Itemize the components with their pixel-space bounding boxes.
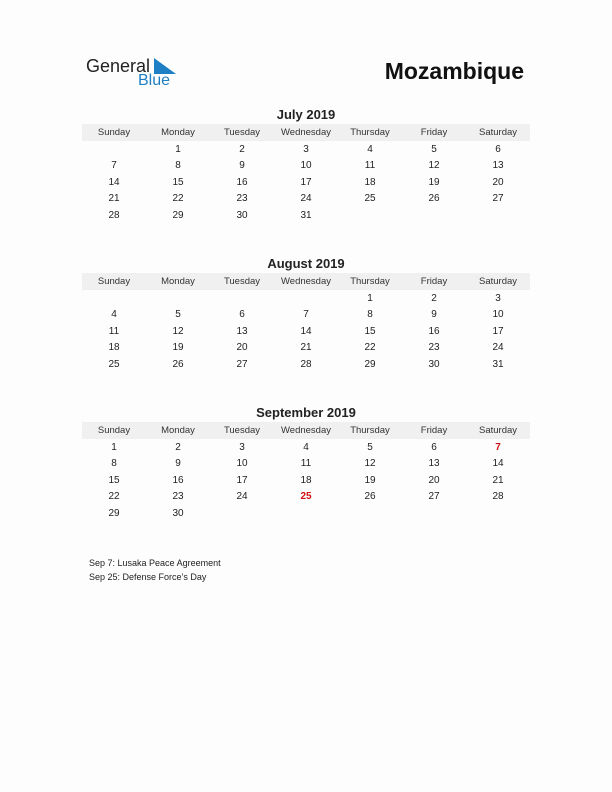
week-row [82, 456, 530, 473]
day-cell: 5 [431, 143, 437, 155]
day-cell: 28 [492, 491, 504, 503]
week-row [82, 505, 530, 522]
day-cell: 9 [175, 458, 181, 470]
day-cell: 4 [303, 441, 309, 453]
weekday-label: Sunday [97, 276, 131, 287]
day-cell: 6 [239, 309, 245, 321]
day-cell: 20 [236, 342, 248, 354]
day-cell: 14 [492, 458, 504, 470]
week-row [82, 141, 530, 158]
day-cell: 11 [300, 458, 312, 470]
month-september [82, 404, 530, 522]
day-cell: 19 [364, 474, 376, 486]
country-title: Mozambique [384, 58, 524, 84]
day-cell: 4 [367, 143, 373, 155]
weekday-label: Friday [420, 276, 448, 287]
week-row [82, 158, 530, 175]
day-cell: 25 [364, 193, 376, 205]
weekday-label: Thursday [350, 425, 390, 436]
day-cell: 19 [428, 176, 440, 188]
week-row [82, 207, 530, 224]
holiday-notes [89, 556, 221, 584]
day-cell: 8 [111, 458, 117, 470]
holiday-day-cell: 25 [300, 491, 312, 503]
weekday-label: Saturday [478, 276, 518, 287]
week-row [82, 290, 530, 307]
week-row [82, 356, 530, 373]
weekday-label: Friday [420, 127, 448, 138]
logo-text-blue: Blue [138, 72, 171, 89]
day-cell: 3 [495, 292, 501, 304]
day-cell: 7 [111, 160, 117, 172]
day-cell: 16 [428, 325, 440, 337]
month-title: July 2019 [276, 107, 336, 122]
day-cell: 7 [303, 309, 309, 321]
weekday-label: Tuesday [223, 425, 261, 436]
day-cell: 17 [300, 176, 312, 188]
day-cell: 25 [108, 358, 120, 370]
day-cell: 27 [428, 491, 440, 503]
weekday-label: Sunday [97, 127, 131, 138]
day-cell: 30 [428, 358, 440, 370]
weekday-label: Monday [161, 127, 195, 138]
day-cell: 21 [108, 193, 120, 205]
day-cell: 22 [364, 342, 376, 354]
weekday-header [82, 124, 530, 141]
logo-text-general: General [86, 56, 151, 76]
day-cell: 12 [428, 160, 440, 172]
day-cell: 3 [239, 441, 245, 453]
day-cell: 1 [367, 292, 373, 304]
day-cell: 14 [108, 176, 120, 188]
day-cell: 20 [428, 474, 440, 486]
day-cell: 20 [492, 176, 504, 188]
day-cell: 12 [364, 458, 376, 470]
day-cell: 5 [175, 309, 181, 321]
day-cell: 26 [428, 193, 440, 205]
day-cell: 24 [300, 193, 312, 205]
day-cell: 26 [364, 491, 376, 503]
week-row [82, 340, 530, 357]
day-cell: 31 [492, 358, 504, 370]
day-cell: 30 [236, 209, 248, 221]
day-cell: 21 [492, 474, 504, 486]
day-cell: 22 [108, 491, 120, 503]
day-cell: 8 [367, 309, 373, 321]
day-cell: 19 [172, 342, 184, 354]
day-cell: 5 [367, 441, 373, 453]
day-cell: 2 [175, 441, 181, 453]
day-cell: 10 [300, 160, 312, 172]
weekday-label: Monday [161, 425, 195, 436]
day-cell: 9 [431, 309, 437, 321]
day-cell: 29 [108, 507, 120, 519]
weekday-label: Wednesday [281, 127, 331, 138]
weekday-header [82, 422, 530, 439]
weekday-label: Tuesday [223, 276, 261, 287]
week-row [82, 439, 530, 456]
holiday-note: Sep 7: Lusaka Peace Agreement [89, 558, 221, 568]
day-cell: 18 [300, 474, 312, 486]
weekday-label: Friday [420, 425, 448, 436]
day-cell: 15 [108, 474, 120, 486]
weekday-header [82, 273, 530, 290]
month-title: August 2019 [267, 256, 345, 271]
weekday-label: Wednesday [281, 276, 331, 287]
day-cell: 13 [236, 325, 248, 337]
day-cell: 28 [300, 358, 312, 370]
day-cell: 4 [111, 309, 117, 321]
day-cell: 27 [236, 358, 248, 370]
week-row [82, 307, 530, 324]
day-cell: 11 [108, 325, 120, 337]
day-cell: 26 [172, 358, 184, 370]
day-cell: 12 [172, 325, 184, 337]
month-july [82, 106, 530, 224]
weekday-label: Thursday [350, 127, 390, 138]
day-cell: 29 [364, 358, 376, 370]
day-cell: 16 [172, 474, 184, 486]
day-cell: 17 [236, 474, 248, 486]
day-cell: 6 [495, 143, 501, 155]
day-cell: 14 [300, 325, 312, 337]
day-cell: 1 [111, 441, 117, 453]
day-cell: 15 [364, 325, 376, 337]
day-cell: 11 [364, 160, 376, 172]
week-row [82, 174, 530, 191]
day-cell: 15 [172, 176, 184, 188]
day-cell: 10 [492, 309, 504, 321]
day-cell: 3 [303, 143, 309, 155]
day-cell: 13 [428, 458, 440, 470]
weekday-label: Monday [161, 276, 195, 287]
day-cell: 22 [172, 193, 184, 205]
day-cell: 2 [431, 292, 437, 304]
weekday-label: Wednesday [281, 425, 331, 436]
day-cell: 18 [364, 176, 376, 188]
weekday-label: Thursday [350, 276, 390, 287]
weekday-label: Tuesday [223, 127, 261, 138]
holiday-day-cell: 7 [495, 441, 501, 453]
day-cell: 23 [172, 491, 184, 503]
day-cell: 10 [236, 458, 248, 470]
logo [86, 56, 186, 96]
day-cell: 9 [239, 160, 245, 172]
day-cell: 1 [175, 143, 181, 155]
day-cell: 24 [492, 342, 504, 354]
weekday-label: Sunday [97, 425, 131, 436]
day-cell: 23 [236, 193, 248, 205]
month-august [82, 255, 530, 373]
day-cell: 13 [492, 160, 504, 172]
day-cell: 23 [428, 342, 440, 354]
day-cell: 18 [108, 342, 120, 354]
day-cell: 27 [492, 193, 504, 205]
holiday-note: Sep 25: Defense Force’s Day [89, 572, 207, 582]
weekday-label: Saturday [478, 425, 518, 436]
day-cell: 28 [108, 209, 120, 221]
day-cell: 21 [300, 342, 312, 354]
day-cell: 2 [239, 143, 245, 155]
day-cell: 30 [172, 507, 184, 519]
week-row [82, 472, 530, 489]
day-cell: 29 [172, 209, 184, 221]
month-title: September 2019 [256, 405, 356, 420]
week-row [82, 191, 530, 208]
day-cell: 17 [492, 325, 504, 337]
weekday-label: Saturday [478, 127, 518, 138]
day-cell: 31 [300, 209, 312, 221]
day-cell: 24 [236, 491, 248, 503]
day-cell: 6 [431, 441, 437, 453]
week-row [82, 489, 530, 506]
day-cell: 8 [175, 160, 181, 172]
week-row [82, 323, 530, 340]
day-cell: 16 [236, 176, 248, 188]
